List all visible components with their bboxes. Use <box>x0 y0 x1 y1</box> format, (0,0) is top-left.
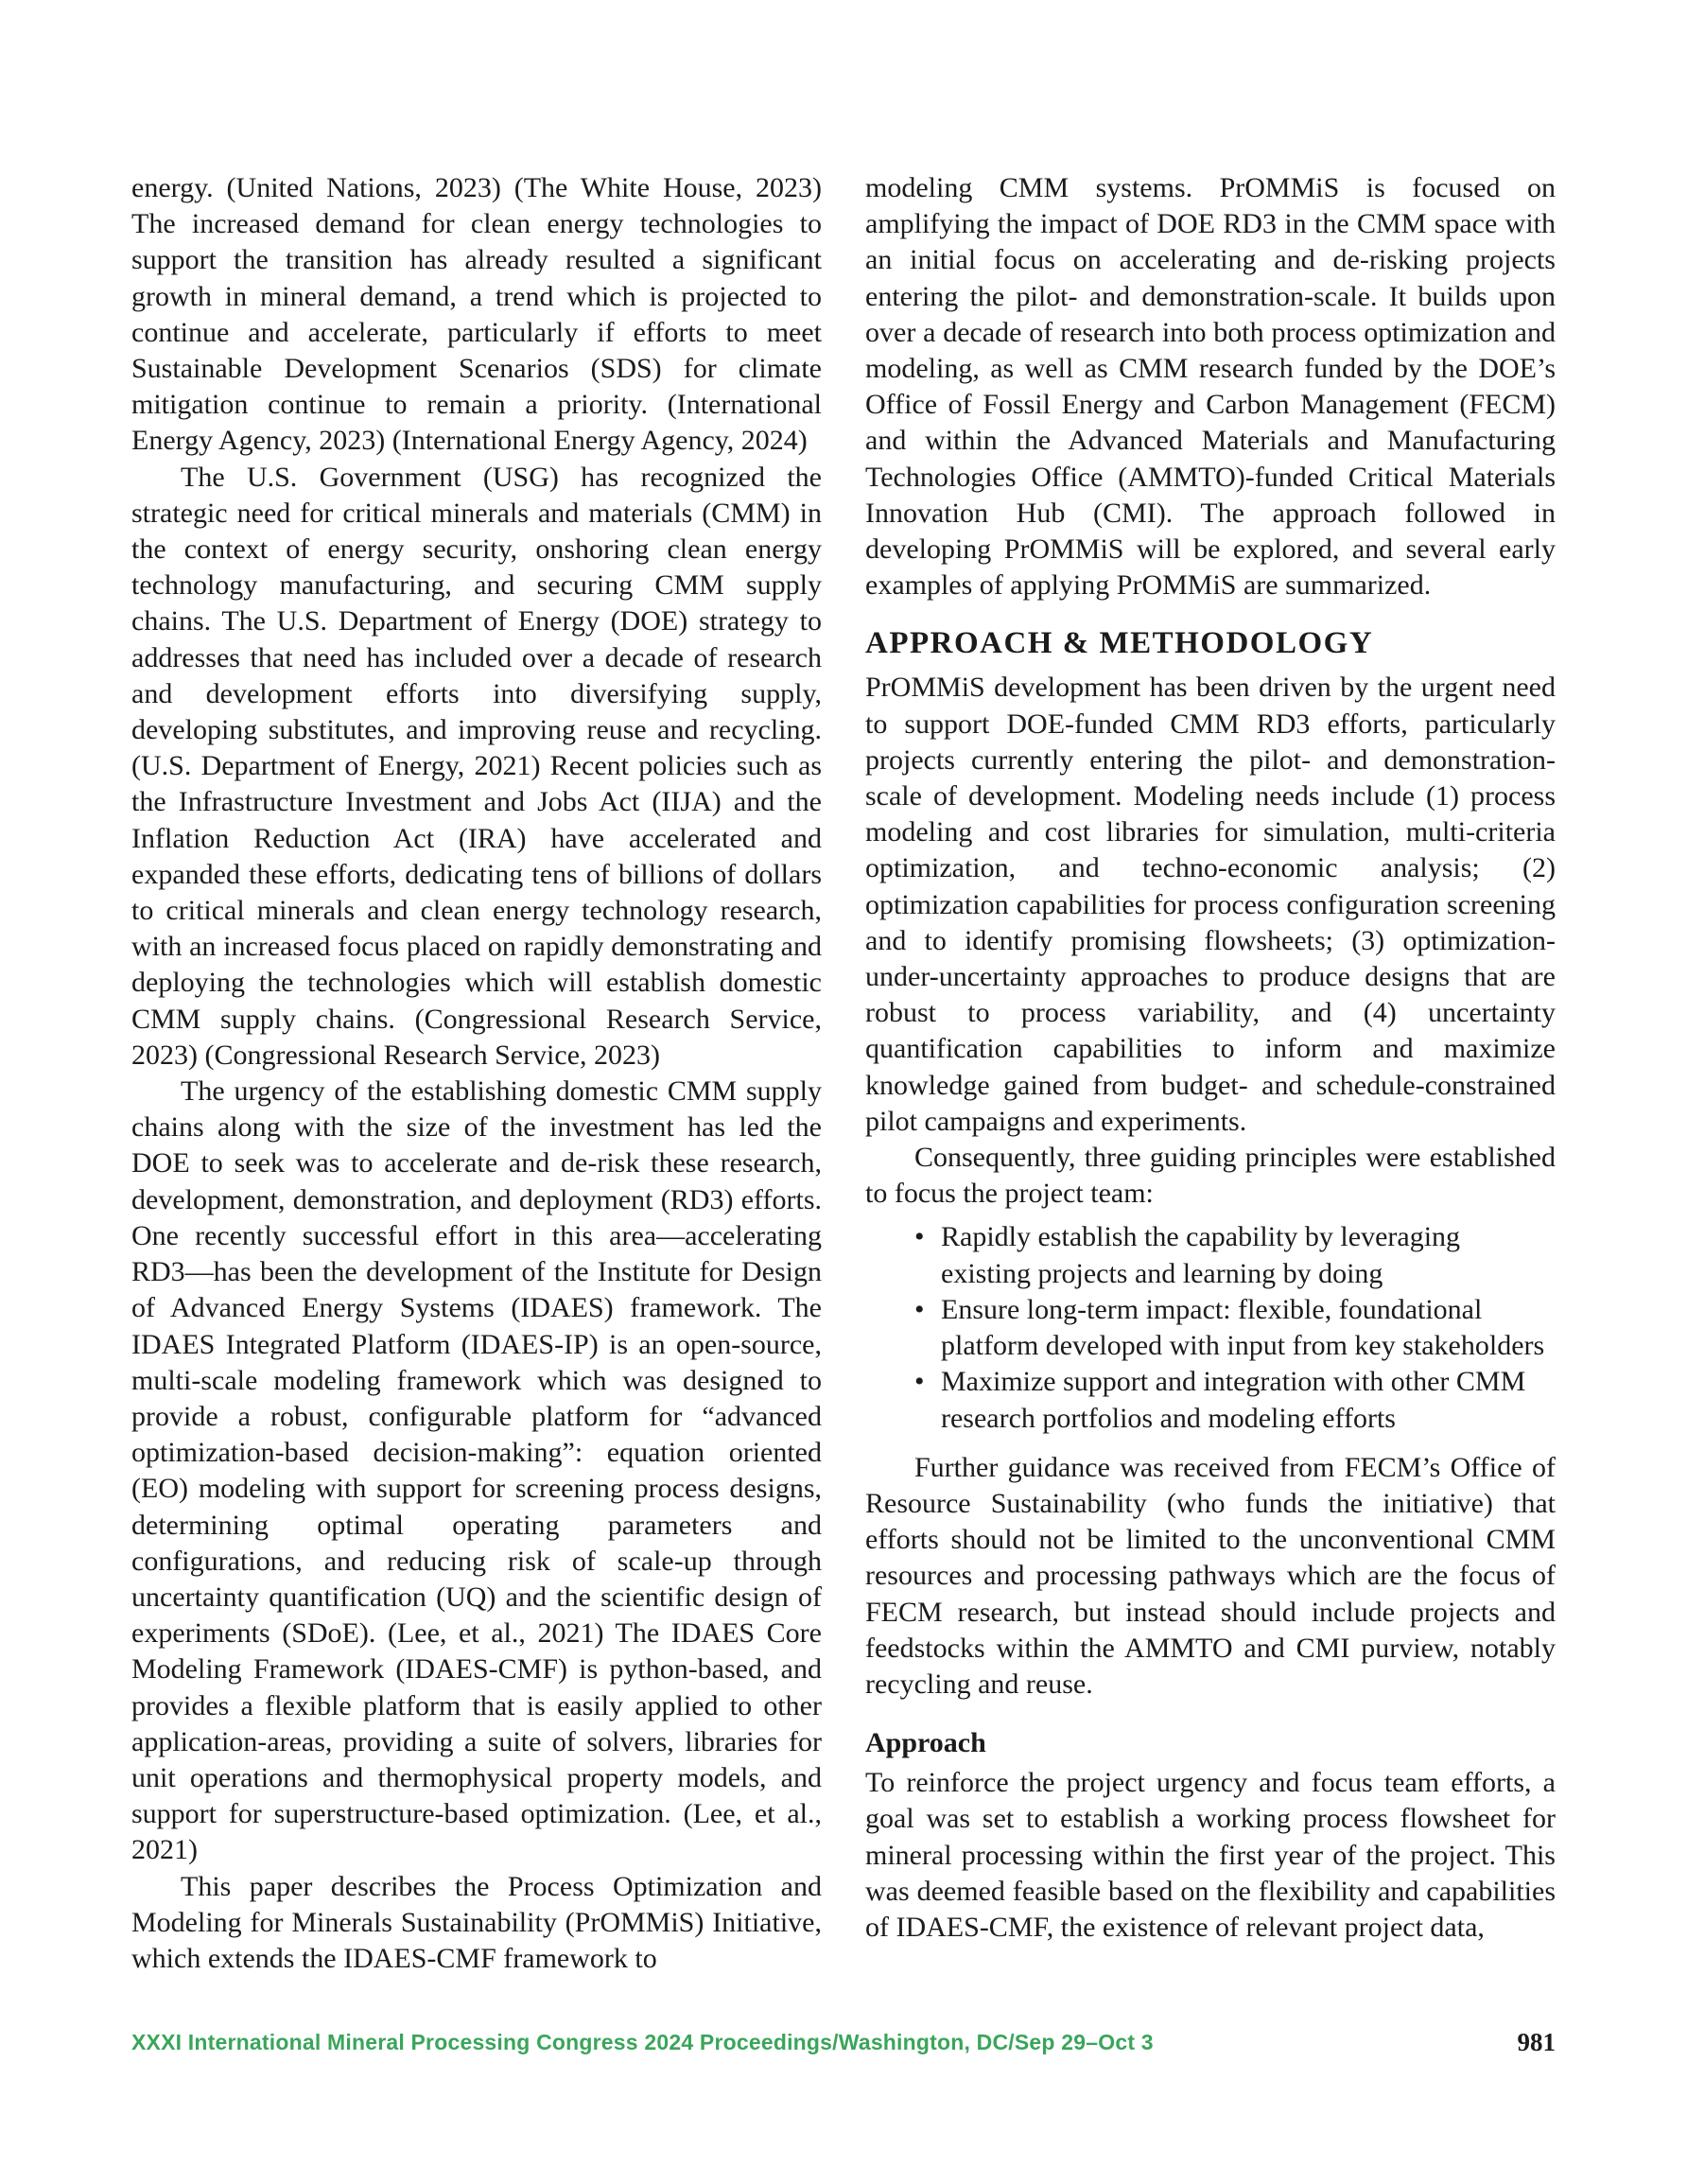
paragraph: PrOMMiS development has been driven by the urgent need to support DOE-funded CMM RD3 efforts, particularly projects currently entering the pilot- and demonstration-scale of development. Modeling needs include (1) process modeling and cost libraries for simulation, multi-criteria optimization, and techno-economic analysis; (2) optimization capabilities for process configuration screening and to identify promising flowsheets; (3) optimization-under-uncertainty approaches to produce designs that are robust to process variability, and (4) uncertainty quantification capabilities to inform and maximize knowledge gained from budget- and schedule-constrained pilot campaigns and experiments. <box>865 672 1556 1137</box>
paragraph: The urgency of the establishing domestic CMM supply chains along with the size of the investment has led the DOE to seek was to accelerate and de-risk these research, development, demonstration, and deployment (RD3) efforts. One recently successful effort in this area—accelerating RD3—has been the development of the Institute for Design of Advanced Energy Systems (IDAES) framework. The IDAES Integrated Platform (IDAES-IP) is an open-source, multi-scale modeling framework which was designed to provide a robust, configurable platform for “advanced optimization-based decision-making”: equation oriented (EO) modeling with support for screening process designs, determining optimal operating parameters and configurations, and reducing risk of scale-up through uncertainty quantification (UQ) and the scientific design of experiments (SDoE). (Lee, et al., 2021) The IDAES Core Modeling Framework (IDAES-CMF) is python-based, and provides a flexible platform that is easily applied to other application-areas, providing a suite of solvers, libraries for unit operations and thermophysical property models, and support for superstructure-based optimization. (Lee, et al., 2021) <box>131 1075 822 1866</box>
bullet-text: Ensure long-term impact: flexible, foundational platform developed with input from key stakeholders <box>941 1293 1545 1362</box>
bullet-icon: • <box>914 1293 925 1325</box>
paragraph: Further guidance was received from FECM’s Office of Resource Sustainability (who funds the initiative) that efforts should not be limited to the unconventional CMM resources and processing pathways which are the focus of FECM research, but instead should include projects and feedstocks within the AMMTO and CMI purview, notably recycling and reuse. <box>865 1451 1556 1700</box>
footer-conference-title: XXXI International Mineral Processing Congress 2024 Proceedings/Washington, DC/Sep 29–Oct 3 <box>131 2030 1154 2054</box>
right-column <box>865 170 1556 1946</box>
bullet-text: Maximize support and integration with other CMM research portfolios and modeling efforts <box>941 1366 1526 1434</box>
page-footer <box>131 2030 1556 2068</box>
paragraph: This paper describes the Process Optimization and Modeling for Minerals Sustainability (PrOMMiS) Initiative, which extends the IDAES-CMF framework to <box>131 1870 822 1974</box>
bullet-text: Rapidly establish the capability by leveraging existing projects and learning by doing <box>941 1221 1461 1289</box>
paragraph: To reinforce the project urgency and focus team efforts, a goal was set to establish a working process flowsheet for mineral processing within the first year of the project. This was deemed feasible based on the flexibility and capabilities of IDAES-CMF, the existence of relevant project data, <box>865 1767 1556 1943</box>
paragraph: modeling CMM systems. PrOMMiS is focused on amplifying the impact of DOE RD3 in the CMM space with an initial focus on accelerating and de-risking projects entering the pilot- and demonstration-scale. It builds upon over a decade of research into both process optimization and modeling, as well as CMM research funded by the DOE’s Office of Fossil Energy and Carbon Management (FECM) and within the Advanced Materials and Manufacturing Technologies Office (AMMTO)-funded Critical Materials Innovation Hub (CMI). The approach followed in developing PrOMMiS will be explored, and several early examples of applying PrOMMiS are summarized. <box>865 172 1556 602</box>
page-number: 981 <box>1517 2028 1556 2056</box>
bullet-item <box>865 1292 1556 1364</box>
bullet-list <box>865 1219 1556 1436</box>
paragraph: The U.S. Government (USG) has recognized the strategic need for critical minerals and materials (CMM) in the context of energy security, onshoring clean energy technology manufacturing, and securing CMM supply chains. The U.S. Department of Energy (DOE) strategy to addresses that need has included over a decade of research and development efforts into diversifying supply, developing substitutes, and improving reuse and recycling. (U.S. Department of Energy, 2021) Recent policies such as the Infrastructure Investment and Jobs Act (IIJA) and the Inflation Reduction Act (IRA) have accelerated and expanded these efforts, dedicating tens of billions of dollars to critical minerals and clean energy technology research, with an increased focus placed on rapidly demonstrating and deploying the technologies which will establish domestic CMM supply chains. (Congressional Research Service, 2023) (Congressional Research Service, 2023) <box>131 461 822 1071</box>
section-heading: APPROACH & METHODOLOGY <box>865 626 1374 661</box>
paragraph: Consequently, three guiding principles were established to focus the project team: <box>865 1142 1556 1210</box>
bullet-item <box>865 1219 1556 1291</box>
bullet-icon: • <box>914 1366 925 1398</box>
left-column <box>131 170 822 1977</box>
paragraph: energy. (United Nations, 2023) (The White House, 2023) The increased demand for clean energy technologies to support the transition has already resulted a significant growth in mineral demand, a trend which is projected to continue and accelerate, particularly if efforts to meet Sustainable Development Scenarios (SDS) for climate mitigation continue to remain a priority. (International Energy Agency, 2023) (International Energy Agency, 2024) <box>131 172 822 457</box>
bullet-icon: • <box>914 1221 925 1253</box>
bullet-item <box>865 1364 1556 1436</box>
subsection-heading: Approach <box>865 1727 986 1759</box>
